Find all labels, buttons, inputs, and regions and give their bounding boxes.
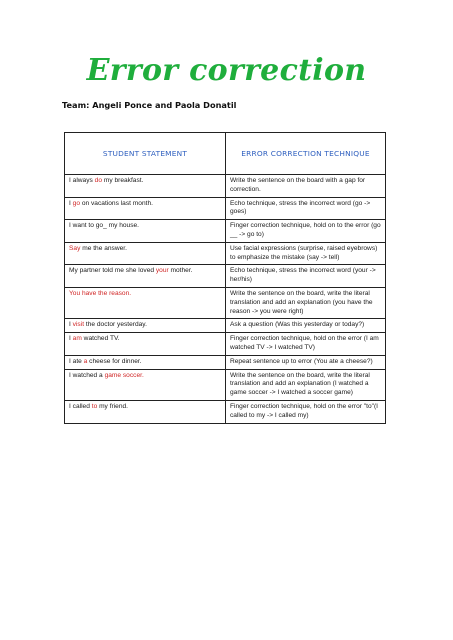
table-body — [65, 175, 386, 424]
error-word: to — [91, 402, 98, 410]
statement-text: cheese for dinner. — [87, 357, 142, 365]
table-row — [65, 287, 386, 318]
student-statement-cell — [65, 242, 226, 265]
error-word: go — [72, 199, 81, 207]
statement-text: My partner told me she loved — [69, 267, 156, 275]
correction-technique-cell: Ask a question (Was this yesterday or today?) — [226, 319, 386, 333]
header-correction-technique: ERROR CORRECTION TECHNIQUE — [226, 133, 386, 175]
error-word: visit — [72, 321, 85, 329]
student-statement-cell — [65, 355, 226, 369]
student-statement-cell — [65, 333, 226, 356]
table-row — [65, 175, 386, 198]
statement-text: watched TV. — [81, 335, 120, 343]
error-word: Say — [69, 244, 81, 252]
statement-text: I — [69, 199, 73, 207]
header-student-statement: STUDENT STATEMENT — [65, 133, 226, 175]
table-row — [65, 242, 386, 265]
correction-technique-cell: Write the sentence on the board, write the literal translation and add an explanation (I watched a game soccer -> I watched a soccer game) — [226, 369, 386, 400]
error-word: do — [94, 177, 102, 184]
error-word: game soccer. — [104, 371, 144, 379]
statement-text: I want to go_ my house. — [69, 222, 140, 230]
correction-technique-cell: Write the sentence on the board, write the literal translation and add an explanation (you have the reason -> you were right) — [226, 287, 386, 318]
error-word: You have the reason. — [69, 289, 132, 297]
table-row — [65, 197, 386, 220]
table-row — [65, 369, 386, 400]
student-statement-cell — [65, 220, 226, 243]
student-statement-cell — [65, 197, 226, 220]
table-row — [65, 333, 386, 356]
error-word: your — [155, 267, 169, 275]
team-line: Team: Angeli Ponce and Paola Donatil — [62, 100, 237, 110]
correction-technique-cell: Finger correction technique, hold on the error (I am watched TV -> I watched TV) — [226, 333, 386, 356]
table-row — [65, 319, 386, 333]
correction-technique-cell: Finger correction technique, hold on the error "to"(I called to my -> I called my) — [226, 400, 386, 423]
statement-text: I — [69, 321, 73, 329]
correction-technique-cell: Echo technique, stress the incorrect word (go -> goes) — [226, 197, 386, 220]
statement-text: my friend. — [97, 402, 129, 410]
table-row — [65, 220, 386, 243]
correction-technique-cell: Use facial expressions (surprise, raised eyebrows) to emphasize the mistake (say -> tell) — [226, 242, 386, 265]
correction-technique-cell: Echo technique, stress the incorrect word (your -> her/his) — [226, 265, 386, 288]
error-correction-table — [64, 132, 386, 424]
statement-text: my breakfast. — [102, 177, 144, 184]
correction-technique-cell: Finger correction technique, hold on to the error (go __ -> go to) — [226, 220, 386, 243]
correction-technique-cell: Repeat sentence up to error (You ate a cheese?) — [226, 355, 386, 369]
table-row — [65, 400, 386, 423]
statement-text: mother. — [168, 267, 193, 275]
student-statement-cell — [65, 287, 226, 318]
table-header-row — [65, 133, 386, 175]
table-row — [65, 265, 386, 288]
student-statement-cell — [65, 400, 226, 423]
error-word: am — [72, 335, 82, 343]
statement-text: I watched a — [69, 371, 105, 379]
statement-text: me the answer. — [80, 244, 127, 252]
error-word: a — [83, 357, 88, 365]
page-title: Error correction — [86, 53, 367, 88]
student-statement-cell — [65, 175, 226, 198]
statement-text: I always — [69, 177, 95, 184]
table-row — [65, 355, 386, 369]
student-statement-cell — [65, 319, 226, 333]
statement-text: I — [69, 335, 73, 343]
statement-text: I ate — [69, 357, 84, 365]
statement-text: I called — [69, 402, 92, 410]
statement-text: the doctor yesterday. — [84, 321, 147, 329]
correction-technique-cell: Write the sentence on the board with a gap for correction. — [226, 175, 386, 198]
statement-text: on vacations last month. — [80, 199, 153, 207]
student-statement-cell — [65, 265, 226, 288]
student-statement-cell — [65, 369, 226, 400]
